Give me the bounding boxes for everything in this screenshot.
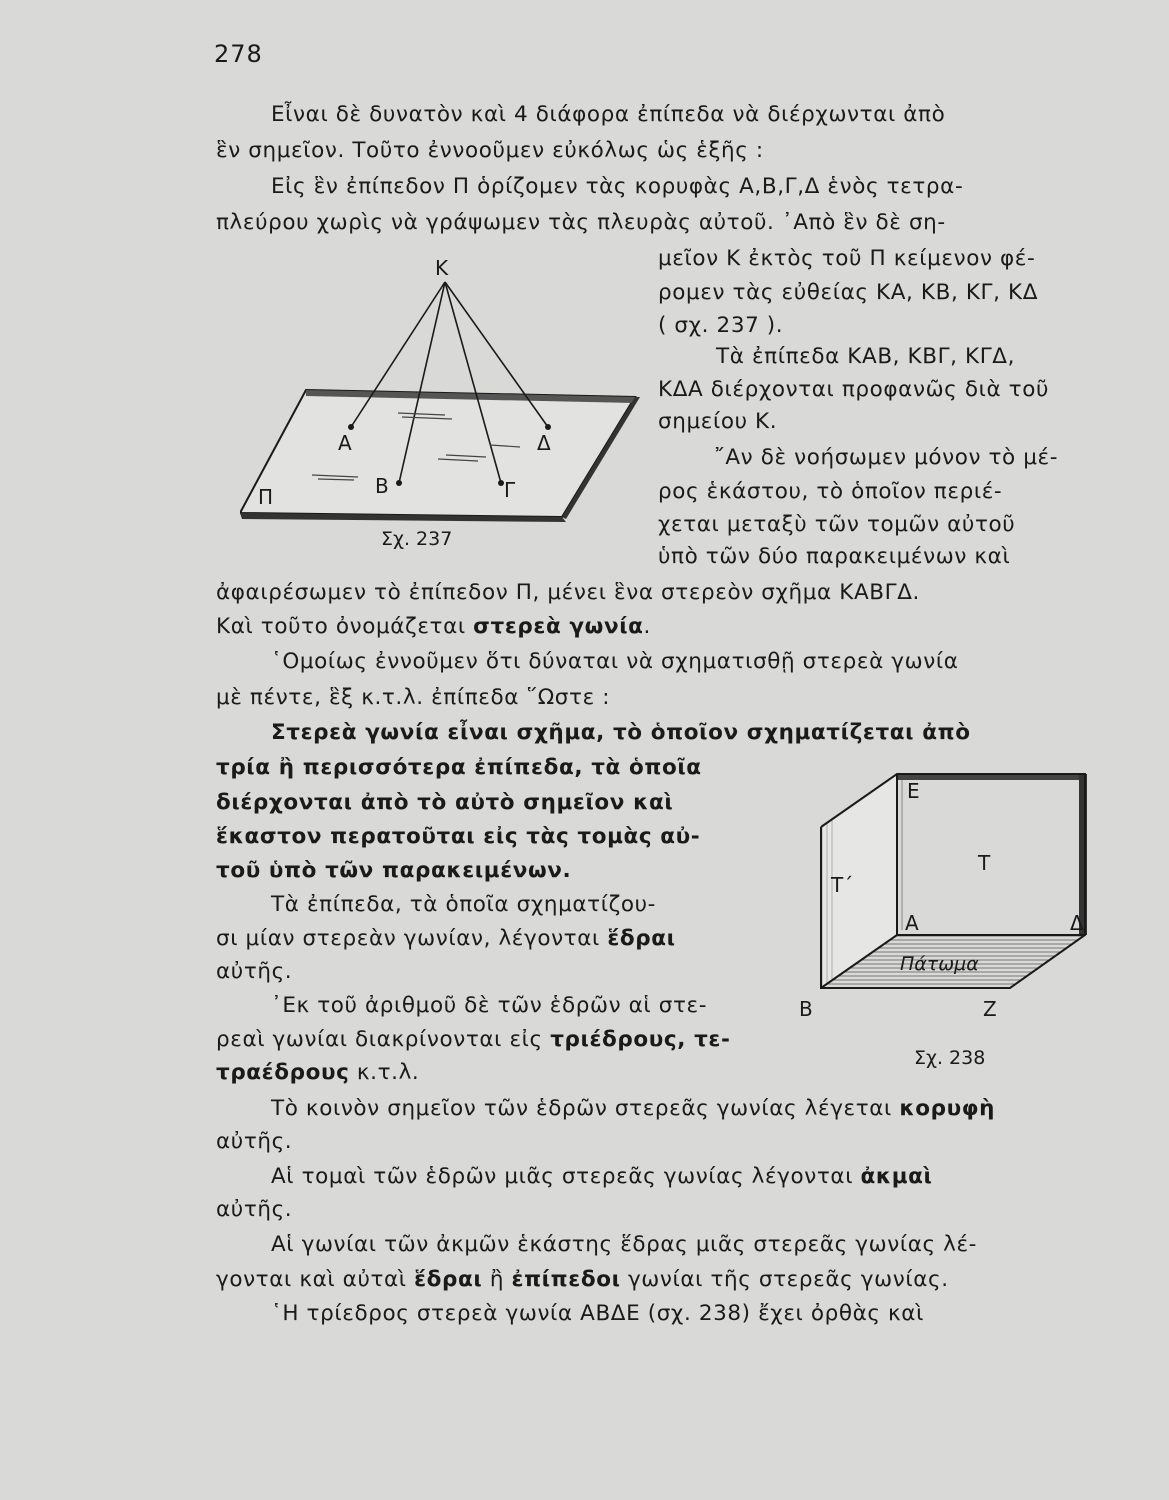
text-line: ᾿Εκ τοῦ ἀριθμοῦ δὲ τῶν ἑδρῶν αἱ στε- <box>271 993 708 1018</box>
term-vertex: κορυφὴ <box>899 1096 996 1121</box>
text-run: Αἱ τομαὶ τῶν ἑδρῶν μιᾶς στερεᾶς γωνίας λέγονται <box>271 1164 861 1189</box>
text-run: γονται καὶ αὐταὶ <box>216 1267 415 1292</box>
text-line: ῾Η τρίεδρος στερεὰ γωνία ΑΒΔΕ (σχ. 238) ἔχει ὀρθὰς καὶ <box>271 1301 924 1326</box>
text-line: Εἶναι δὲ δυνατὸν καὶ 4 διάφορα ἐπίπεδα νὰ διέρχωνται ἀπὸ <box>271 102 946 127</box>
text-line: μεῖον Κ ἐκτὸς τοῦ Π κείμενον φέ- <box>658 246 1036 271</box>
text-line: Εἰς ἓν ἐπίπεδον Π ὁρίζομεν τὰς κορυφὰς Α,Β,Γ,Δ ἑνὸς τετρα- <box>271 174 964 199</box>
label-d: Δ <box>537 431 551 455</box>
text-line: ρος ἑκάστου, τὸ ὁποῖον περιέ- <box>658 479 1003 504</box>
text-run: γωνίαι τῆς στερεᾶς γωνίας. <box>620 1267 949 1292</box>
text-line: ῎Αν δὲ νοήσωμεν μόνον τὸ μέ- <box>714 445 1059 470</box>
label-d: Δ <box>1070 911 1084 935</box>
text-line: πλεύρου χωρὶς νὰ γράψωμεν τὰς πλευρὰς αὐτοῦ. ᾿Απὸ ἓν δὲ ση- <box>216 210 946 235</box>
definition-line: τρία ἢ περισσότερα ἐπίπεδα, τὰ ὁποῖα <box>216 755 702 780</box>
term-plane-angles: ἐπίπεδοι <box>511 1267 621 1292</box>
text-line: ( σχ. 237 ). <box>658 313 784 338</box>
term-edges: ἀκμαὶ <box>860 1164 933 1189</box>
label-g: Γ <box>504 478 516 502</box>
term-faces: ἕδραι <box>414 1267 483 1292</box>
text-run: Καὶ τοῦτο ὀνομάζεται <box>216 614 474 639</box>
text-line: αὐτῆς. <box>216 1129 293 1154</box>
label-z: Ζ <box>983 997 997 1021</box>
text-line <box>216 1025 731 1055</box>
figure-237 <box>240 245 640 530</box>
term-solid-angle: στερεὰ γωνία <box>473 614 644 639</box>
figure-238 <box>795 770 1110 1025</box>
label-t-prime: Τ΄ <box>831 873 854 897</box>
text-line: ΚΔΑ διέρχονται προφανῶς διὰ τοῦ <box>658 377 1049 402</box>
text-run: Τὸ κοινὸν σημεῖον τῶν ἑδρῶν στερεᾶς γωνίας λέγεται <box>271 1096 900 1121</box>
text-line <box>216 612 651 642</box>
text-line: Αἱ γωνίαι τῶν ἀκμῶν ἑκάστης ἕδρας μιᾶς στερεᾶς γωνίας λέ- <box>271 1232 978 1257</box>
text-line: ὑπὸ τῶν δύο παρακειμένων καὶ <box>658 544 1011 569</box>
text-line: αὐτῆς. <box>216 959 293 984</box>
text-line <box>271 1162 933 1192</box>
text-line: ῾Ομοίως ἐννοῦμεν ὅτι δύναται νὰ σχηματισθῇ στερεὰ γωνία <box>271 649 959 674</box>
label-a: Α <box>905 911 919 935</box>
text-line: Τὰ ἐπίπεδα, τὰ ὁποῖα σχηματίζου- <box>271 892 657 917</box>
text-line: αὐτῆς. <box>216 1197 293 1222</box>
text-line: σημείου Κ. <box>658 409 778 434</box>
text-run: ἢ <box>482 1267 512 1292</box>
text-line: Τὰ ἐπίπεδα ΚΑΒ, ΚΒΓ, ΚΓΔ, <box>716 344 1016 369</box>
figure-238-caption: Σχ. 238 <box>914 1047 986 1069</box>
label-k: Κ <box>435 256 449 280</box>
text-run: ρεαὶ γωνίαι διακρίνονται εἰς <box>216 1027 551 1052</box>
page-number: 278 <box>214 40 263 68</box>
definition-line: διέρχονται ἀπὸ τὸ αὐτὸ σημεῖον καὶ <box>216 790 674 815</box>
label-e: Ε <box>907 779 920 803</box>
label-b: Β <box>799 997 813 1021</box>
label-floor: Πάτωμα <box>900 953 979 975</box>
text-line: χεται μεταξὺ τῶν τομῶν αὐτοῦ <box>658 512 1016 537</box>
text-run: κ.τ.λ. <box>349 1060 420 1085</box>
label-b: Β <box>375 474 389 498</box>
label-pi: Π <box>258 485 274 509</box>
term-tetrahedral: τραέδρους <box>216 1060 350 1085</box>
text-line: ἓν σημεῖον. Τοῦτο ἐννοοῦμεν εὐκόλως ὡς ἑξῆς : <box>216 138 764 163</box>
label-t: Τ <box>978 851 991 875</box>
definition-line: τοῦ ὑπὸ τῶν παρακειμένων. <box>216 858 572 883</box>
text-line <box>216 1058 419 1088</box>
definition-line: ἕκαστον περατοῦται εἰς τὰς τομὰς αὐ- <box>216 824 701 849</box>
text-line <box>216 1265 949 1295</box>
text-line: μὲ πέντε, ἓξ κ.τ.λ. ἐπίπεδα ῞Ωστε : <box>216 685 611 710</box>
text-line <box>271 1094 995 1124</box>
text-run: σι μίαν στερεὰν γωνίαν, λέγονται <box>216 926 608 951</box>
term-trihedral: τριέδρους, τε- <box>550 1027 731 1052</box>
text-line: ἀφαιρέσωμεν τὸ ἐπίπεδον Π, μένει ἓνα στερεὸν σχῆμα ΚΑΒΓΔ. <box>216 580 920 605</box>
definition-line: Στερεὰ γωνία εἶναι σχῆμα, τὸ ὁποῖον σχηματίζεται ἀπὸ <box>271 720 971 745</box>
figure-237-caption: Σχ. 237 <box>381 528 453 550</box>
label-a: Α <box>338 431 352 455</box>
text-line <box>216 924 676 954</box>
text-run: . <box>643 614 651 639</box>
text-line: ρομεν τὰς εὐθείας ΚΑ, ΚΒ, ΚΓ, ΚΔ <box>658 280 1038 305</box>
term-faces: ἕδραι <box>607 926 676 951</box>
